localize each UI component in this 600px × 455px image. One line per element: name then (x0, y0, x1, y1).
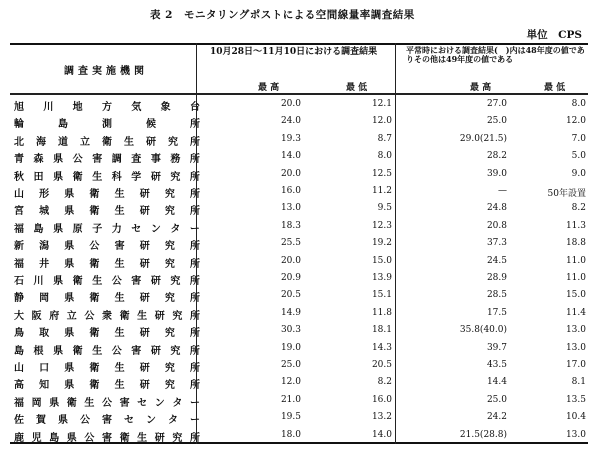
table-row (10, 166, 588, 184)
table-row (10, 322, 588, 340)
max-value-normal: 14.4 (486, 377, 507, 388)
max-value-normal: 27.0 (486, 99, 507, 109)
max-value-period: 13.0 (280, 203, 301, 214)
table-row (10, 148, 588, 166)
table-row (10, 409, 588, 427)
min-value-period: 20.5 (371, 360, 392, 370)
max-value-period: 18.3 (280, 220, 301, 231)
institution-name: 福 井 県 衛 生 研 究 所 (14, 258, 200, 270)
table-row (10, 113, 588, 131)
min-value-period: 9.5 (377, 203, 392, 214)
table-row (10, 340, 588, 358)
header-divider (10, 93, 588, 95)
header-min-1: 最 低 (346, 83, 368, 93)
max-value-period: 20.9 (280, 273, 301, 283)
min-value-period: 12.5 (371, 168, 392, 179)
min-value-normal: 5.0 (571, 151, 586, 162)
min-value-period: 12.1 (371, 99, 392, 109)
max-value-normal: 24.2 (486, 412, 507, 423)
max-value-normal: 28.2 (486, 151, 507, 162)
max-value-normal: 21.5(28.8) (459, 429, 507, 440)
table-row (10, 427, 588, 445)
unit-label: 単位 CPS (526, 29, 582, 41)
max-value-normal: 37.3 (486, 238, 507, 249)
max-value-period: 19.3 (280, 133, 301, 144)
institution-name: 北 海 道 立 衛 生 研 究 所 (14, 136, 200, 148)
min-value-period: 8.2 (377, 377, 392, 388)
header-min-2: 最 低 (544, 83, 566, 93)
min-value-period: 13.9 (371, 273, 392, 283)
min-value-normal: 8.1 (571, 377, 586, 388)
table-row (10, 270, 588, 288)
max-value-normal: — (498, 186, 507, 196)
table-title: 表 2 モニタリングポストによる空間線量率調査結果 (150, 9, 415, 21)
max-value-period: 21.0 (280, 394, 301, 405)
institution-name: 鳥 取 県 衛 生 研 究 所 (14, 328, 200, 340)
institution-name: 秋 田 県 衛 生 科 学 研 究 所 (14, 171, 200, 183)
institution-name: 福 岡 県 衛 生 公 害 セ ン タ ー (14, 397, 200, 409)
max-value-period: 12.0 (280, 377, 301, 388)
max-value-normal: 24.8 (486, 203, 507, 214)
institution-name: 島 根 県 衛 生 公 害 研 究 所 (14, 345, 200, 357)
min-value-normal: 12.0 (565, 116, 586, 127)
max-value-period: 16.0 (280, 186, 301, 196)
min-value-period: 18.1 (371, 325, 392, 336)
max-value-period: 25.5 (280, 238, 301, 249)
min-value-normal: 50年設置 (547, 189, 586, 199)
header-max-2: 最 高 (470, 83, 492, 93)
min-value-period: 12.3 (371, 220, 392, 231)
table-row (10, 305, 588, 323)
min-value-period: 14.0 (371, 429, 392, 440)
min-value-normal: 11.4 (565, 307, 586, 318)
max-value-normal: 39.0 (486, 168, 507, 179)
min-value-normal: 7.0 (571, 133, 586, 144)
min-value-period: 13.2 (371, 412, 392, 423)
min-value-normal: 13.0 (565, 429, 586, 440)
institution-name: 新 潟 県 公 害 研 究 所 (14, 241, 200, 253)
min-value-normal: 15.0 (565, 290, 586, 301)
min-value-normal: 17.0 (565, 360, 586, 370)
max-value-period: 30.3 (280, 325, 301, 336)
max-value-period: 20.5 (280, 290, 301, 301)
max-value-normal: 29.0(21.5) (459, 133, 507, 144)
header-institution: 調査実施機関 (64, 66, 148, 77)
min-value-normal: 11.3 (565, 220, 586, 231)
institution-name: 輪 島 測 候 所 (14, 119, 200, 131)
institution-name: 青 森 県 公 害 調 査 事 務 所 (14, 154, 200, 166)
max-value-normal: 25.0 (486, 394, 507, 405)
header-max-1: 最 高 (258, 83, 280, 93)
min-value-period: 16.0 (371, 394, 392, 405)
institution-name: 宮 城 県 衛 生 研 究 所 (14, 206, 200, 218)
max-value-normal: 17.5 (486, 307, 507, 318)
min-value-normal: 18.8 (565, 238, 586, 249)
min-value-normal: 11.0 (565, 273, 586, 283)
min-value-normal: 9.0 (571, 168, 586, 179)
max-value-normal: 35.8(40.0) (459, 325, 507, 336)
max-value-period: 14.9 (280, 307, 301, 318)
table-row (10, 253, 588, 271)
max-value-normal: 39.7 (486, 342, 507, 353)
max-value-normal: 28.9 (486, 273, 507, 283)
institution-name: 山 形 県 衛 生 研 究 所 (14, 189, 200, 200)
institution-name: 高 知 県 衛 生 研 究 所 (14, 380, 200, 392)
min-value-period: 19.2 (371, 238, 392, 249)
max-value-normal: 25.0 (486, 116, 507, 127)
min-value-period: 15.1 (371, 290, 392, 301)
min-value-period: 11.8 (371, 307, 392, 318)
max-value-period: 20.0 (280, 168, 301, 179)
min-value-normal: 11.0 (565, 255, 586, 266)
institution-name: 静 岡 県 衛 生 研 究 所 (14, 293, 200, 305)
institution-name: 石 川 県 衛 生 公 害 研 究 所 (14, 276, 200, 287)
min-value-period: 8.0 (377, 151, 392, 162)
table-row (10, 200, 588, 218)
table-row (10, 183, 588, 201)
max-value-period: 14.0 (280, 151, 301, 162)
institution-name: 旭 川 地 方 気 象 台 (14, 102, 200, 113)
institution-name: 福 島 県 原 子 力 セ ン タ ー (14, 223, 200, 235)
max-value-period: 18.0 (280, 429, 301, 440)
table-row (10, 392, 588, 410)
header-period-results: 10月28日～11月10日における調査結果 (210, 47, 378, 57)
table-row (10, 374, 588, 392)
max-value-period: 19.5 (280, 412, 301, 423)
min-value-period: 14.3 (371, 342, 392, 353)
min-value-period: 12.0 (371, 116, 392, 127)
table-row (10, 96, 588, 114)
table-row (10, 287, 588, 305)
min-value-normal: 8.2 (571, 203, 586, 214)
max-value-period: 20.0 (280, 255, 301, 266)
min-value-normal: 13.0 (565, 325, 586, 336)
table-row (10, 357, 588, 375)
min-value-normal: 13.0 (565, 342, 586, 353)
table-row (10, 131, 588, 149)
min-value-period: 15.0 (371, 255, 392, 266)
max-value-normal: 20.8 (486, 220, 507, 231)
min-value-normal: 8.0 (571, 99, 586, 109)
min-value-normal: 13.5 (565, 394, 586, 405)
table-row (10, 235, 588, 253)
min-value-period: 11.2 (371, 186, 392, 196)
max-value-period: 24.0 (280, 116, 301, 127)
institution-name: 佐 賀 県 公 害 セ ン タ ー (14, 415, 200, 427)
header-normal-results: 平常時における調査結果( )内は48年度の値でありその他は49年度の値である (406, 45, 585, 64)
min-value-normal: 10.4 (565, 412, 586, 423)
max-value-period: 20.0 (280, 99, 301, 109)
institution-name: 鹿 児 島 県 公 害 衛 生 研 究 所 (14, 432, 200, 444)
min-value-period: 8.7 (377, 133, 392, 144)
table-row (10, 218, 588, 236)
institution-name: 山 口 県 衛 生 研 究 所 (14, 363, 200, 374)
institution-name: 大 阪 府 立 公 衆 衛 生 研 究 所 (14, 310, 200, 322)
max-value-normal: 24.5 (486, 255, 507, 266)
max-value-period: 19.0 (280, 342, 301, 353)
max-value-normal: 43.5 (486, 360, 507, 370)
max-value-period: 25.0 (280, 360, 301, 370)
max-value-normal: 28.5 (486, 290, 507, 301)
